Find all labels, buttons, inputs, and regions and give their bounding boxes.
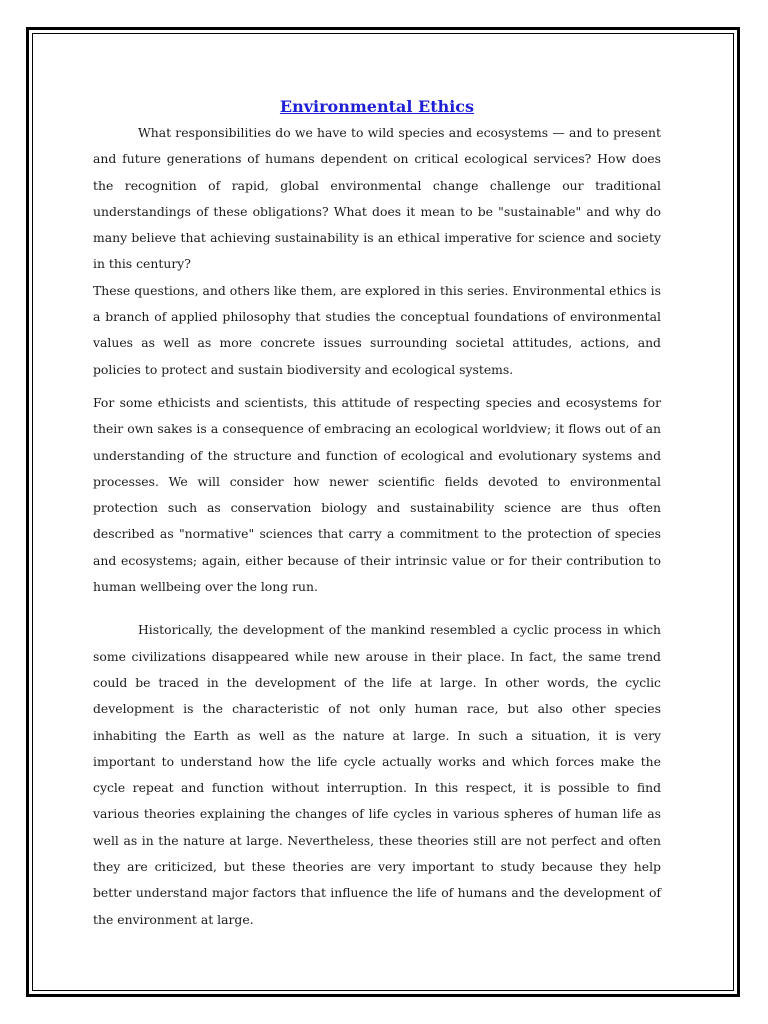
document-title: Environmental Ethics (279, 97, 475, 116)
paragraph-intro: What responsibilities do we have to wild species and ecosystems — and to present and future generations of humans dependent on critical ecological services? How does the recognition of rapid, global environmental change challenge our traditional understandings of these obligations? What does it mean to be "sustainable" and why do many believe that achieving sustainability is an ethical imperative for science and society in this century? (93, 125, 661, 272)
paragraph-definition: These questions, and others like them, are explored in this series. Environmental ethics is a branch of applied philosophy that studies the conceptual foundations of environmental values as well as more concrete issues surrounding societal attitudes, actions, and policies to protect and sustain biodiversity and ecological systems. (93, 282, 661, 377)
document-body (93, 96, 661, 933)
paragraph-history: Historically, the development of the mankind resembled a cyclic process in which some civilizations disappeared while new arouse in their place. In fact, the same trend could be traced in the development of the life at large. In other words, the cyclic development is the characteristic of not only human race, but also other species inhabiting the Earth as well as the nature at large. In such a situation, it is very important to understand how the life cycle actually works and which forces make the cycle repeat and function without interruption. In this respect, it is possible to find various theories explaining the changes of life cycles in various spheres of human life as well as in the nature at large. Nevertheless, these theories still are not perfect and often they are criticized, but these theories are very important to study because they help better understand major factors that influence the life of humans and the development of the environment at large. (93, 622, 661, 927)
paragraph-worldview: For some ethicists and scientists, this attitude of respecting species and ecosystems for their own sakes is a consequence of embracing an ecological worldview; it flows out of an understanding of the structure and function of ecological and evolutionary systems and processes. We will consider how newer scientific fields devoted to environmental protection such as conservation biology and sustainability science are thus often described as "normative" sciences that carry a commitment to the protection of species and ecosystems; again, either because of their intrinsic value or for their contribution to human wellbeing over the long run. (93, 394, 661, 595)
